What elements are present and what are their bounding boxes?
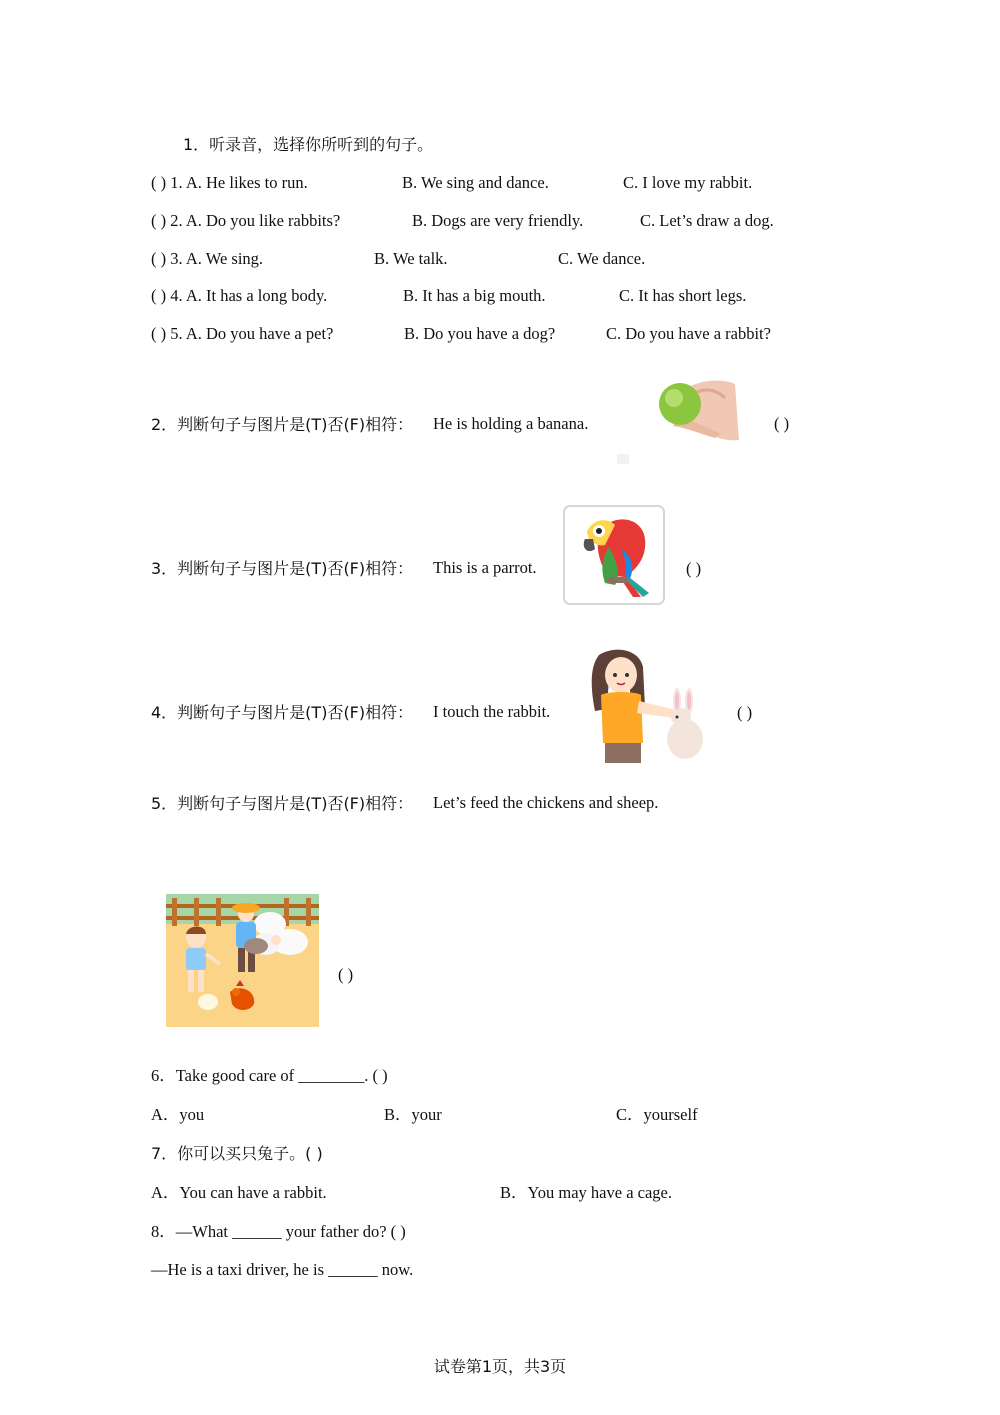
q7-stem: 7．你可以买只兔子。( ): [151, 1144, 323, 1163]
q2-sentence: He is holding a banana.: [433, 414, 589, 433]
page-footer: 试卷第1页，共3页: [433, 1357, 567, 1376]
q1-row5-option-c: C. Do you have a rabbit?: [606, 324, 771, 343]
parrot-image: [563, 505, 667, 606]
q1-row1-option-c: C. I love my rabbit.: [623, 173, 753, 192]
q4-prefix: 4．判断句子与图片是(T)否(F)相符：: [151, 703, 414, 722]
q2-prefix: 2．判断句子与图片是(T)否(F)相符：: [151, 415, 414, 434]
q8-line2: —He is a taxi driver, he is ______ now.: [151, 1260, 414, 1279]
q7-option-a[interactable]: A．You can have a rabbit.: [151, 1183, 327, 1202]
q1-row1-option-a: ( ) 1. A. He likes to run.: [151, 173, 308, 192]
q6-option-a[interactable]: A．you: [151, 1105, 205, 1124]
q7-option-b[interactable]: B．You may have a cage.: [500, 1183, 672, 1202]
q3-sentence: This is a parrot.: [433, 558, 537, 577]
q3-answer-blank[interactable]: ( ): [686, 559, 702, 578]
q1-row5-option-a: ( ) 5. A. Do you have a pet?: [151, 324, 334, 343]
q4-sentence: I touch the rabbit.: [433, 702, 551, 721]
q8-stem: 8．—What ______ your father do? ( ): [151, 1222, 406, 1241]
q2-answer-blank[interactable]: ( ): [774, 414, 790, 433]
q1-row3-option-b: B. We talk.: [374, 249, 448, 268]
q5-answer-blank[interactable]: ( ): [338, 965, 354, 984]
q6-option-b[interactable]: B．your: [384, 1105, 442, 1124]
farm-feeding-image: [166, 894, 319, 1027]
q1-row4-option-b: B. It has a big mouth.: [403, 286, 546, 305]
q1-row2-option-b: B. Dogs are very friendly.: [412, 211, 584, 230]
q1-row2-option-c: C. Let’s draw a dog.: [640, 211, 774, 230]
q1-row3-option-a: ( ) 3. A. We sing.: [151, 249, 264, 268]
q6-option-c[interactable]: C．yourself: [616, 1105, 698, 1124]
q1-title: 1．听录音，选择你所听到的句子。: [183, 135, 434, 154]
q5-sentence: Let’s feed the chickens and sheep.: [433, 793, 659, 812]
q5-prefix: 5．判断句子与图片是(T)否(F)相符：: [151, 794, 414, 813]
q1-row5-option-b: B. Do you have a dog?: [404, 324, 556, 343]
q6-stem: 6．Take good care of ________. ( ): [151, 1066, 388, 1085]
apple-in-hand-image: [617, 378, 741, 466]
q4-answer-blank[interactable]: ( ): [737, 703, 753, 722]
q1-row1-option-b: B. We sing and dance.: [402, 173, 549, 192]
q1-row4-option-c: C. It has short legs.: [619, 286, 747, 305]
q3-prefix: 3．判断句子与图片是(T)否(F)相符：: [151, 559, 414, 578]
q1-row3-option-c: C. We dance.: [558, 249, 646, 268]
q1-row2-option-a: ( ) 2. A. Do you like rabbits?: [151, 211, 341, 230]
girl-touching-rabbit-image: [577, 647, 717, 765]
q1-row4-option-a: ( ) 4. A. It has a long body.: [151, 286, 328, 305]
